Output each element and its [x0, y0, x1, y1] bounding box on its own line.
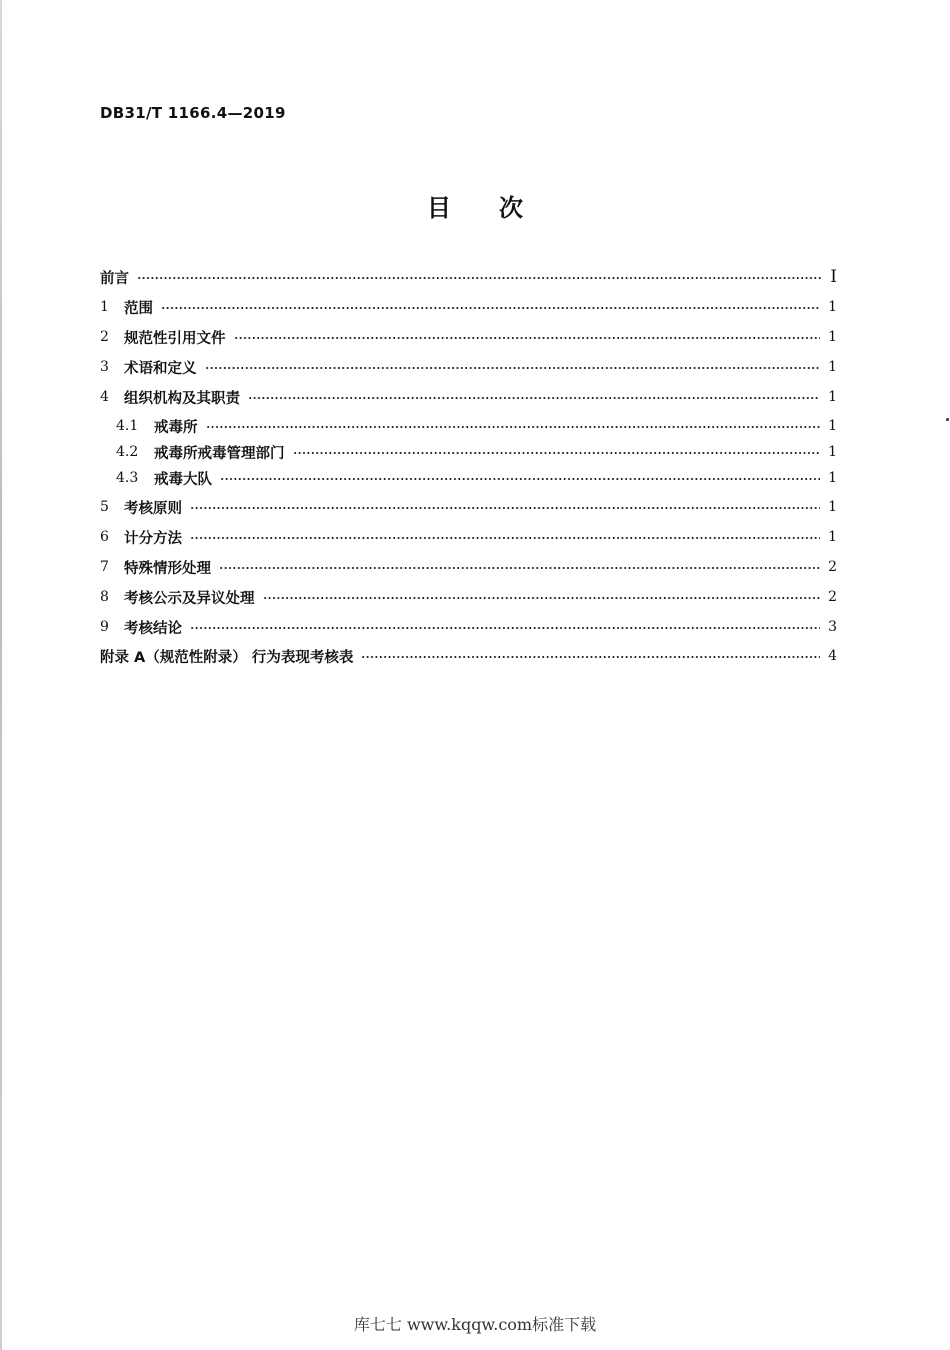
toc-entry-publicity-objection[interactable] — [100, 587, 837, 607]
toc-entry-page: 3 — [828, 619, 837, 635]
toc-entry-page: 1 — [828, 444, 837, 460]
toc-entry-label: 考核公示及异议处理 — [124, 590, 255, 607]
document-code: DB31/T 1166.4—2019 — [100, 104, 286, 122]
toc-entry-appendix-a[interactable] — [100, 646, 837, 666]
toc-entry-rehab-center[interactable] — [116, 416, 837, 436]
toc-entry-page: 2 — [828, 589, 837, 605]
dot-leader — [190, 507, 820, 509]
toc-entry-special-cases[interactable] — [100, 557, 837, 577]
toc-entry-page: 2 — [828, 559, 837, 575]
toc-entry-number: 4.1 — [116, 418, 139, 434]
toc-entry-page: 1 — [828, 499, 837, 515]
toc-entry-page: 1 — [828, 389, 837, 405]
toc-entry-page: 4 — [828, 648, 837, 664]
toc-entry-label: 戒毒所 — [154, 419, 198, 436]
dot-leader — [137, 277, 821, 279]
toc-entry-number: 1 — [100, 299, 109, 315]
toc-entry-label: 组织机构及其职责 — [124, 390, 240, 407]
scan-speck — [946, 418, 949, 421]
dot-leader — [190, 537, 820, 539]
toc-entry-page: 1 — [828, 529, 837, 545]
toc-entry-normative-references[interactable] — [100, 327, 837, 347]
dot-leader — [206, 426, 821, 428]
toc-entry-number: 4.3 — [116, 470, 139, 486]
toc-entry-number: 4 — [100, 389, 109, 405]
toc-entry-number: 7 — [100, 559, 109, 575]
toc-entry-organization[interactable] — [100, 387, 837, 407]
footer-watermark: 库七七 www.kqqw.com标准下载 — [353, 1315, 597, 1334]
toc-entry-page: 1 — [828, 418, 837, 434]
toc-entry-page: I — [830, 267, 837, 287]
toc-entry-label: 计分方法 — [124, 530, 182, 547]
toc-entry-rehab-management-dept[interactable] — [116, 442, 837, 462]
toc-entry-number: 9 — [100, 619, 109, 635]
toc-entry-label: 范围 — [124, 300, 153, 317]
toc-entry-page: 1 — [828, 299, 837, 315]
page-title: 目次 — [427, 194, 571, 222]
toc-entry-rehab-brigade[interactable] — [116, 468, 837, 488]
dot-leader — [190, 627, 820, 629]
dot-leader — [361, 656, 820, 658]
toc-entry-foreword[interactable] — [100, 267, 837, 287]
toc-entry-label: 前言 — [100, 270, 129, 287]
dot-leader — [205, 367, 821, 369]
dot-leader — [161, 307, 820, 309]
toc-entry-number: 5 — [100, 499, 109, 515]
toc-entry-label: 特殊情形处理 — [124, 560, 211, 577]
toc-entry-label: 戒毒大队 — [154, 471, 212, 488]
dot-leader — [263, 597, 821, 599]
toc-entry-number: 8 — [100, 589, 109, 605]
dot-leader — [220, 478, 820, 480]
dot-leader — [234, 337, 821, 339]
toc-entry-label: 考核结论 — [124, 620, 182, 637]
toc-entry-page: 1 — [828, 329, 837, 345]
toc-entry-number: 4.2 — [116, 444, 139, 460]
toc-entry-page: 1 — [828, 470, 837, 486]
toc-entry-terms-definitions[interactable] — [100, 357, 837, 377]
toc-entry-assessment-conclusion[interactable] — [100, 617, 837, 637]
toc-entry-label: 术语和定义 — [124, 360, 197, 377]
toc-entry-label: 附录 A（规范性附录） 行为表现考核表 — [100, 649, 354, 666]
toc-entry-number: 3 — [100, 359, 109, 375]
dot-leader — [248, 397, 820, 399]
toc-entry-page: 1 — [828, 359, 837, 375]
dot-leader — [293, 452, 821, 454]
toc-entry-assessment-principles[interactable] — [100, 497, 837, 517]
dot-leader — [219, 567, 820, 569]
toc-entry-number: 2 — [100, 329, 109, 345]
toc-entry-label: 规范性引用文件 — [124, 330, 226, 347]
toc-entry-scope[interactable] — [100, 297, 837, 317]
toc-entry-scoring-method[interactable] — [100, 527, 837, 547]
toc-entry-label: 考核原则 — [124, 500, 182, 517]
toc-entry-number: 6 — [100, 529, 109, 545]
toc-entry-label: 戒毒所戒毒管理部门 — [154, 445, 285, 462]
